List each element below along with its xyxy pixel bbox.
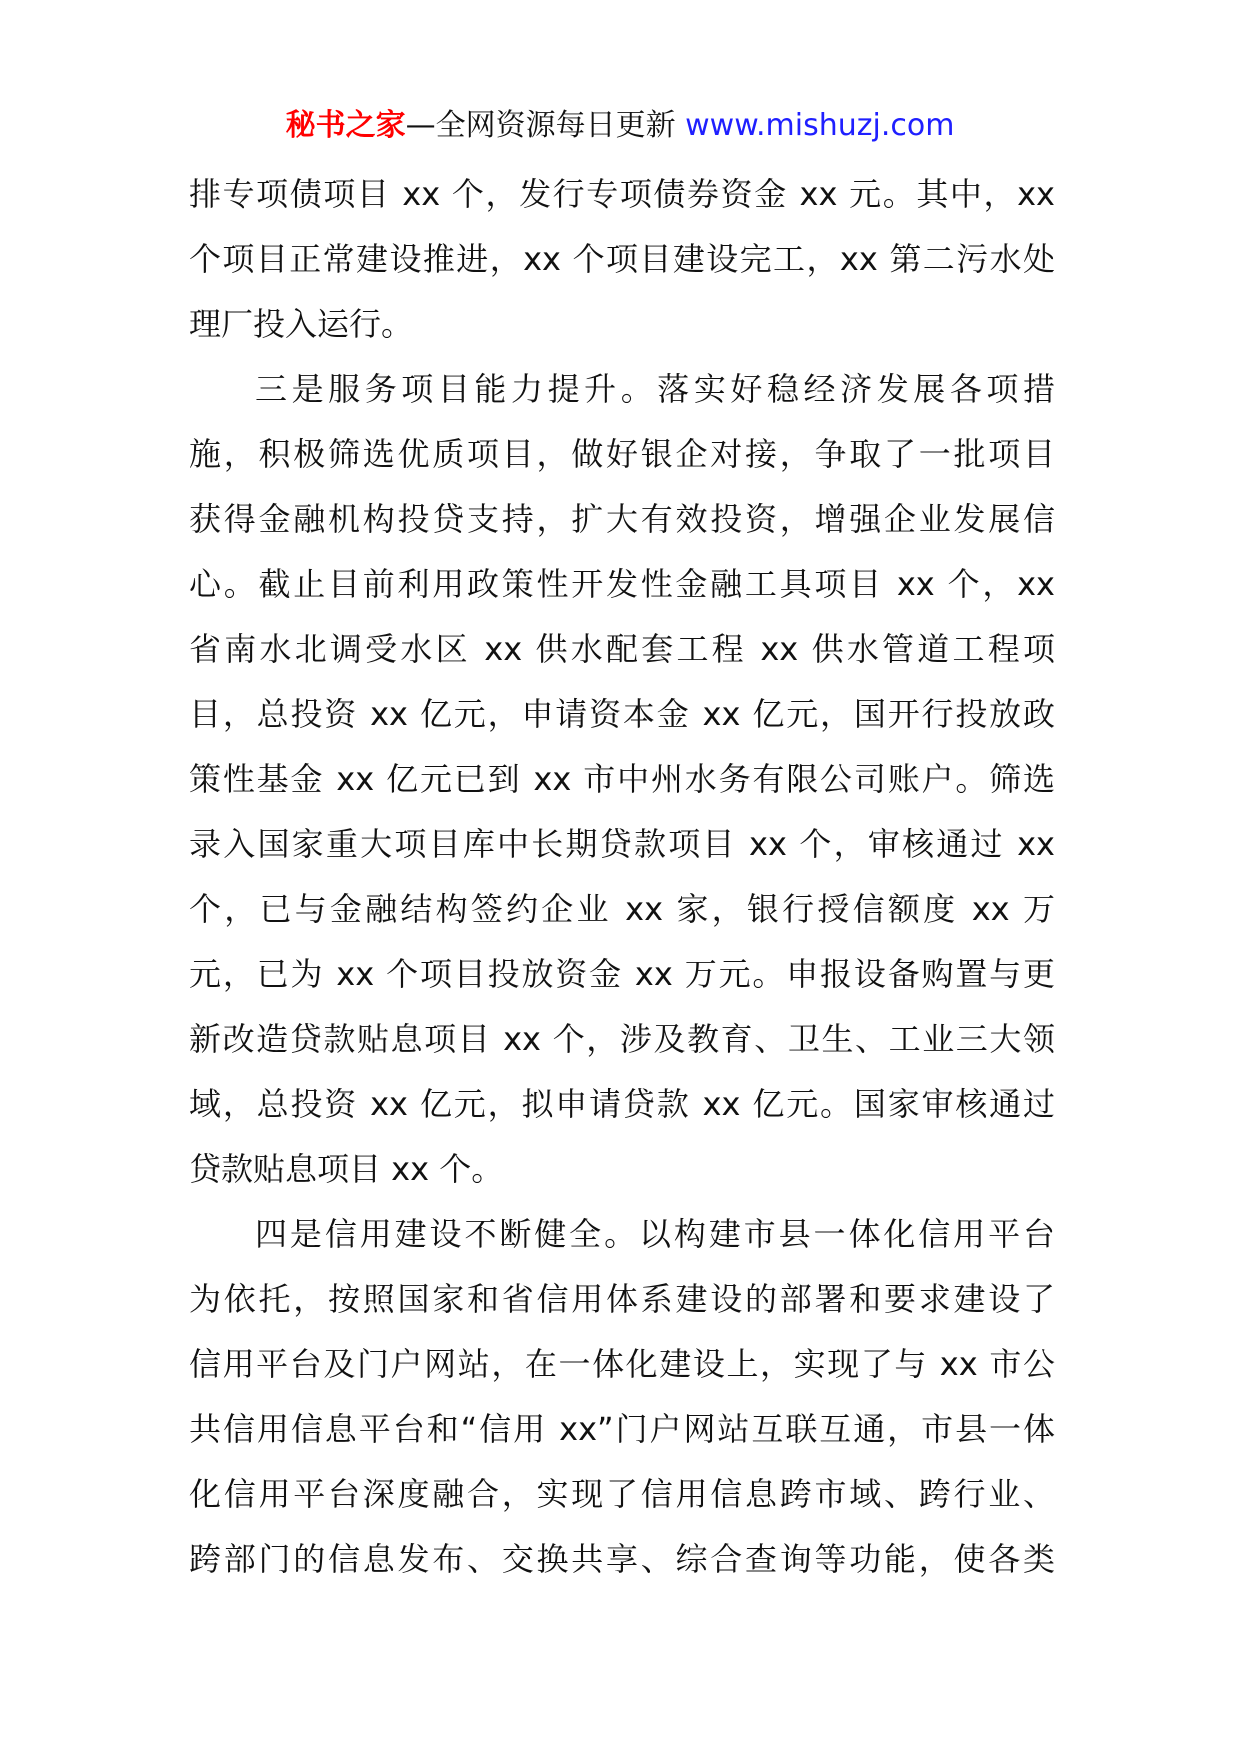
text-line: 目，总投资 xx 亿元，申请资本金 xx 亿元，国开行投放政 <box>189 695 1055 733</box>
text-line: 化信用平台深度融合，实现了信用信息跨市域、跨行业、 <box>189 1475 1055 1513</box>
document-body <box>189 162 1055 1592</box>
site-url-link[interactable]: www.mishuzj.com <box>685 108 955 143</box>
text-line: 个，已与金融结构签约企业 xx 家，银行授信额度 xx 万 <box>189 890 1055 928</box>
text-line: 跨部门的信息发布、交换共享、综合查询等功能，使各类 <box>189 1540 1055 1578</box>
text-line: 心。截止目前利用政策性开发性金融工具项目 xx 个，xx <box>189 565 1055 603</box>
page-header <box>0 104 1240 148</box>
text-line: 贷款贴息项目 xx 个。 <box>189 1150 504 1188</box>
text-line: 录入国家重大项目库中长期贷款项目 xx 个，审核通过 xx <box>189 825 1055 863</box>
text-line: 新改造贷款贴息项目 xx 个，涉及教育、卫生、工业三大领 <box>189 1020 1055 1058</box>
text-line: 元，已为 xx 个项目投放资金 xx 万元。申报设备购置与更 <box>189 955 1055 993</box>
text-line: 理厂投入运行。 <box>189 305 414 343</box>
paragraph-start-line: 四是信用建设不断健全。以构建市县一体化信用平台 <box>255 1215 1055 1253</box>
text-line: 施，积极筛选优质项目，做好银企对接，争取了一批项目 <box>189 435 1055 473</box>
text-line: 排专项债项目 xx 个，发行专项债券资金 xx 元。其中，xx <box>189 175 1055 213</box>
text-line: 个项目正常建设推进，xx 个项目建设完工，xx 第二污水处 <box>189 240 1055 278</box>
text-line: 省南水北调受水区 xx 供水配套工程 xx 供水管道工程项 <box>189 630 1055 668</box>
paragraph-start-line: 三是服务项目能力提升。落实好稳经济发展各项措 <box>255 370 1055 408</box>
site-tagline: —全网资源每日更新 <box>405 108 676 143</box>
text-line: 信用平台及门户网站，在一体化建设上，实现了与 xx 市公 <box>189 1345 1055 1383</box>
text-line: 策性基金 xx 亿元已到 xx 市中州水务有限公司账户。筛选 <box>189 760 1055 798</box>
text-line: 为依托，按照国家和省信用体系建设的部署和要求建设了 <box>189 1280 1055 1318</box>
site-brand: 秘书之家 <box>285 108 406 143</box>
text-line: 域，总投资 xx 亿元，拟申请贷款 xx 亿元。国家审核通过 <box>189 1085 1055 1123</box>
text-line: 获得金融机构投贷支持，扩大有效投资，增强企业发展信 <box>189 500 1055 538</box>
text-line: 共信用信息平台和“信用 xx”门户网站互联互通，市县一体 <box>189 1410 1055 1448</box>
